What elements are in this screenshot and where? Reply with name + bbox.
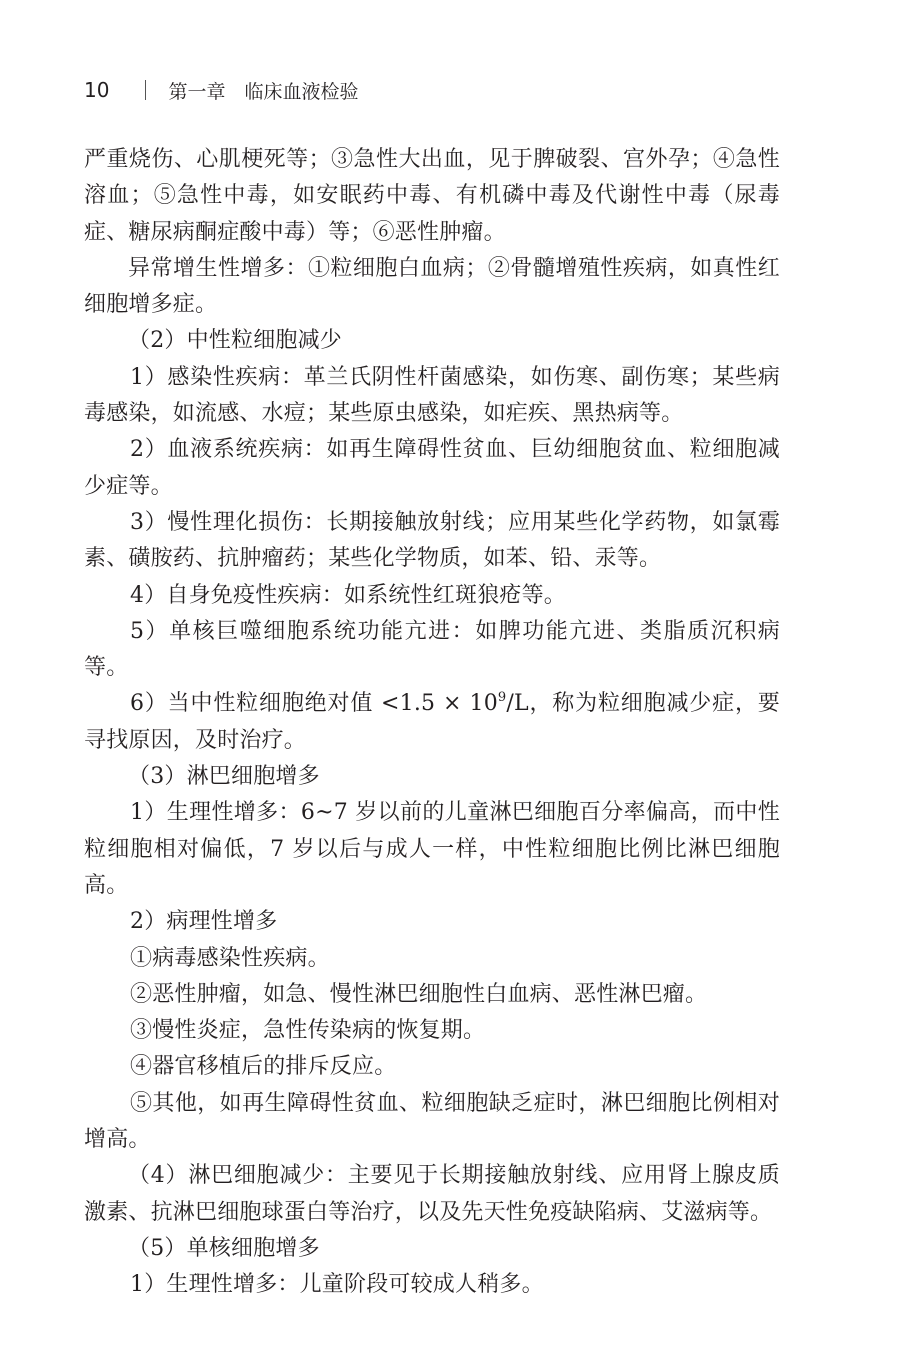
- paragraph: 严重烧伤、心肌梗死等；③急性大出血，见于脾破裂、宫外孕；④急性溶血；⑤急性中毒，如安眠药中毒、有机磷中毒及代谢性中毒（尿毒症、糖尿病酮症酸中毒）等；⑥恶性肿瘤。: [84, 147, 780, 245]
- superscript: 9: [497, 690, 507, 706]
- header-divider: [145, 80, 146, 100]
- paragraph: 4）自身免疫性疾病：如系统性红斑狼疮等。: [130, 582, 566, 608]
- paragraph: ①病毒感染性疾病。: [130, 945, 330, 971]
- section-heading: （2）中性粒细胞减少: [128, 328, 342, 354]
- section-heading: （3）淋巴细胞增多: [128, 764, 320, 790]
- paragraph: ③慢性炎症，急性传染病的恢复期。: [130, 1018, 486, 1044]
- paragraph: 3）慢性理化损伤：长期接触放射线；应用某些化学药物，如氯霉素、磺胺药、抗肿瘤药；某些化学物质，如苯、铅、汞等。: [84, 509, 780, 572]
- paragraph: ⑤其他，如再生障碍性贫血、粒细胞缺乏症时，淋巴细胞比例相对增高。: [84, 1090, 780, 1153]
- body-text: [84, 142, 780, 1304]
- paragraph: ②恶性肿瘤，如急、慢性淋巴细胞性白血病、恶性淋巴瘤。: [130, 981, 708, 1007]
- paragraph: 异常增生性增多：①粒细胞白血病；②骨髓增殖性疾病，如真性红细胞增多症。: [84, 255, 780, 318]
- section-heading: （5）单核细胞增多: [128, 1235, 320, 1261]
- paragraph: 1）生理性增多：儿童阶段可较成人稍多。: [130, 1272, 544, 1298]
- paragraph: 2）病理性增多: [130, 909, 278, 935]
- paragraph: 1）生理性增多：6~7 岁以前的儿童淋巴细胞百分率偏高，而中性粒细胞相对偏低，7 岁以后与成人一样，中性粒细胞比例比淋巴细胞高。: [84, 800, 780, 898]
- running-header: [84, 74, 358, 106]
- paragraph-text: /L，称为粒细胞减少症，要寻找原因，及时治疗。: [84, 691, 781, 753]
- paragraph: （4）淋巴细胞减少：主要见于长期接触放射线、应用肾上腺皮质激素、抗淋巴细胞球蛋白等治疗，以及先天性免疫缺陷病、艾滋病等。: [84, 1163, 780, 1225]
- paragraph-text: 6）当中性粒细胞绝对值 <1.5 × 10: [130, 691, 498, 717]
- paragraph: 5）单核巨噬细胞系统功能亢进：如脾功能亢进、类脂质沉积病等。: [84, 618, 780, 681]
- paragraph: ④器官移植后的排斥反应。: [130, 1054, 397, 1080]
- page-number: 10: [84, 78, 110, 102]
- paragraph: 1）感染性疾病：革兰氏阴性杆菌感染，如伤寒、副伤寒；某些病毒感染，如流感、水痘；某些原虫感染，如疟疾、黑热病等。: [84, 364, 780, 427]
- paragraph: [84, 686, 780, 759]
- paragraph: 2）血液系统疾病：如再生障碍性贫血、巨幼细胞贫血、粒细胞减少症等。: [84, 437, 780, 499]
- chapter-title: 第一章 临床血液检验: [168, 80, 359, 103]
